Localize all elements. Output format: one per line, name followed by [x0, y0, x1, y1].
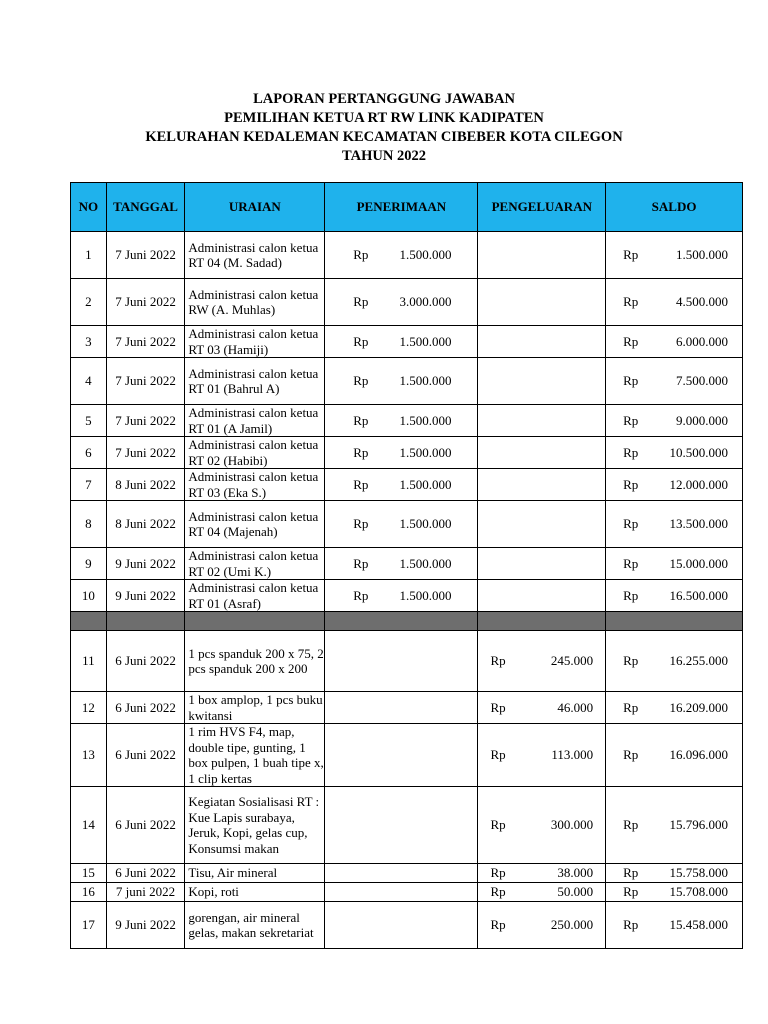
cell-pengeluaran-value: 250.000: [550, 917, 594, 933]
cell-saldo-amount: [606, 334, 742, 350]
header-tanggal: TANGGAL: [106, 183, 185, 232]
cell-pengeluaran-amount: [478, 884, 605, 900]
cell-saldo: [606, 501, 743, 548]
cell-no: 12: [71, 692, 107, 724]
report-table: [70, 182, 743, 949]
table-row: [71, 864, 743, 883]
cell-pengeluaran-amount: [478, 700, 605, 716]
cell-saldo-amount: [606, 445, 742, 461]
cell-saldo-amount: [606, 477, 742, 493]
cell-pengeluaran: [478, 902, 606, 949]
cell-saldo-amount: [606, 556, 742, 572]
currency-label: Rp: [623, 555, 639, 571]
cell-saldo: [606, 469, 743, 501]
cell-pengeluaran-value: 46.000: [557, 699, 594, 715]
cell-saldo-amount: [606, 413, 742, 429]
cell-no: 17: [71, 902, 107, 949]
table-row: [71, 501, 743, 548]
cell-uraian: 1 box amplop, 1 pcs buku kwitansi: [185, 692, 325, 724]
report-title-line-2: PEMILIHAN KETUA RT RW LINK KADIPATEN: [224, 110, 544, 126]
cell-saldo: [606, 326, 743, 358]
cell-penerimaan: [325, 326, 478, 358]
cell-penerimaan-value: 1.500.000: [399, 247, 452, 263]
cell-saldo-value: 15.708.000: [669, 884, 728, 900]
cell-pengeluaran-amount: [478, 747, 605, 763]
cell-saldo: [606, 631, 743, 692]
header-uraian: URAIAN: [185, 183, 325, 232]
cell-penerimaan: [325, 580, 478, 612]
report-title-line-1: LAPORAN PERTANGGUNG JAWABAN: [253, 91, 515, 107]
cell-tanggal: 6 Juni 2022: [106, 724, 185, 787]
cell-uraian: Administrasi calon ketua RT 01 (Bahrul A): [185, 358, 325, 405]
cell-saldo: [606, 883, 743, 902]
cell-no: 1: [71, 232, 107, 279]
cell-saldo-value: 9.000.000: [676, 412, 728, 428]
separator-cell: [185, 612, 325, 631]
cell-saldo: [606, 279, 743, 326]
cell-penerimaan: [325, 279, 478, 326]
currency-label: Rp: [623, 917, 639, 933]
cell-saldo-value: 16.096.000: [669, 747, 728, 763]
cell-uraian: Administrasi calon ketua RT 01 (Asraf): [185, 580, 325, 612]
currency-label: Rp: [623, 444, 639, 460]
cell-pengeluaran: [478, 326, 606, 358]
cell-saldo-amount: [606, 865, 742, 881]
cell-tanggal: 9 Juni 2022: [106, 902, 185, 949]
cell-uraian: Administrasi calon ketua RT 04 (M. Sadad): [185, 232, 325, 279]
currency-label: Rp: [623, 333, 639, 349]
cell-uraian: Administrasi calon ketua RT 02 (Umi K.): [185, 548, 325, 580]
cell-uraian: Administrasi calon ketua RT 03 (Hamiji): [185, 326, 325, 358]
currency-label: Rp: [490, 653, 506, 669]
cell-pengeluaran: [478, 692, 606, 724]
table-row: [71, 358, 743, 405]
cell-tanggal: 7 Juni 2022: [106, 437, 185, 469]
currency-label: Rp: [490, 884, 506, 900]
cell-pengeluaran-amount: [478, 653, 605, 669]
cell-pengeluaran: [478, 358, 606, 405]
cell-saldo-amount: [606, 247, 742, 263]
cell-saldo-value: 16.209.000: [669, 699, 728, 715]
cell-saldo-value: 13.500.000: [669, 516, 728, 532]
cell-tanggal: 7 Juni 2022: [106, 279, 185, 326]
cell-no: 11: [71, 631, 107, 692]
cell-no: 7: [71, 469, 107, 501]
currency-label: Rp: [490, 747, 506, 763]
cell-penerimaan: [325, 501, 478, 548]
cell-saldo-value: 15.758.000: [669, 865, 728, 881]
currency-label: Rp: [623, 699, 639, 715]
cell-saldo: [606, 580, 743, 612]
table-row: [71, 279, 743, 326]
cell-pengeluaran-amount: [478, 917, 605, 933]
cell-pengeluaran-value: 50.000: [557, 884, 594, 900]
currency-label: Rp: [490, 865, 506, 881]
cell-pengeluaran: [478, 787, 606, 864]
table-row: [71, 787, 743, 864]
cell-penerimaan-amount: [325, 294, 477, 310]
cell-saldo: [606, 724, 743, 787]
cell-no: 8: [71, 501, 107, 548]
table-row: [71, 883, 743, 902]
cell-uraian: Administrasi calon ketua RW (A. Muhlas): [185, 279, 325, 326]
table-header-row: [71, 183, 743, 232]
currency-label: Rp: [353, 247, 369, 263]
cell-penerimaan-amount: [325, 477, 477, 493]
table-row: [71, 326, 743, 358]
cell-pengeluaran: [478, 437, 606, 469]
currency-label: Rp: [623, 587, 639, 603]
header-pengeluaran: PENGELUARAN: [478, 183, 606, 232]
cell-tanggal: 8 Juni 2022: [106, 501, 185, 548]
cell-no: 2: [71, 279, 107, 326]
cell-pengeluaran: [478, 279, 606, 326]
currency-label: Rp: [490, 817, 506, 833]
currency-label: Rp: [490, 917, 506, 933]
cell-tanggal: 8 Juni 2022: [106, 469, 185, 501]
currency-label: Rp: [353, 373, 369, 389]
cell-penerimaan: [325, 787, 478, 864]
cell-penerimaan-value: 1.500.000: [399, 555, 452, 571]
cell-saldo-value: 1.500.000: [676, 247, 728, 263]
cell-penerimaan-value: 1.500.000: [399, 333, 452, 349]
cell-tanggal: 7 Juni 2022: [106, 358, 185, 405]
cell-no: 3: [71, 326, 107, 358]
cell-penerimaan: [325, 883, 478, 902]
currency-label: Rp: [623, 412, 639, 428]
cell-saldo-amount: [606, 373, 742, 389]
cell-uraian: gorengan, air mineral gelas, makan sekretariat: [185, 902, 325, 949]
cell-tanggal: 6 Juni 2022: [106, 631, 185, 692]
cell-saldo: [606, 548, 743, 580]
cell-saldo-amount: [606, 700, 742, 716]
cell-tanggal: 6 Juni 2022: [106, 864, 185, 883]
cell-saldo-value: 6.000.000: [676, 333, 728, 349]
cell-penerimaan: [325, 864, 478, 883]
cell-pengeluaran: [478, 405, 606, 437]
cell-saldo: [606, 902, 743, 949]
report-title-block: [0, 90, 768, 166]
cell-penerimaan-value: 1.500.000: [399, 444, 452, 460]
cell-uraian: Administrasi calon ketua RT 04 (Majenah): [185, 501, 325, 548]
cell-uraian: Tisu, Air mineral: [185, 864, 325, 883]
cell-pengeluaran: [478, 548, 606, 580]
cell-tanggal: 9 Juni 2022: [106, 548, 185, 580]
table-row: [71, 548, 743, 580]
cell-penerimaan: [325, 902, 478, 949]
table-row: [71, 580, 743, 612]
cell-pengeluaran-value: 113.000: [551, 747, 594, 763]
cell-uraian: Administrasi calon ketua RT 02 (Habibi): [185, 437, 325, 469]
cell-tanggal: 6 Juni 2022: [106, 787, 185, 864]
cell-saldo-amount: [606, 817, 742, 833]
cell-saldo: [606, 437, 743, 469]
cell-uraian: 1 rim HVS F4, map, double tipe, gunting, 1 box pulpen, 1 buah tipe x, 1 clip kertas: [185, 724, 325, 787]
separator-cell: [106, 612, 185, 631]
cell-saldo: [606, 232, 743, 279]
cell-penerimaan-amount: [325, 588, 477, 604]
currency-label: Rp: [623, 247, 639, 263]
table-row: [71, 902, 743, 949]
cell-saldo-value: 7.500.000: [676, 373, 728, 389]
currency-label: Rp: [623, 747, 639, 763]
cell-pengeluaran-amount: [478, 817, 605, 833]
currency-label: Rp: [623, 653, 639, 669]
currency-label: Rp: [353, 444, 369, 460]
cell-saldo-value: 4.500.000: [676, 294, 728, 310]
cell-penerimaan-value: 1.500.000: [399, 476, 452, 492]
table-row: [71, 232, 743, 279]
cell-uraian: Kegiatan Sosialisasi RT : Kue Lapis surabaya, Jeruk, Kopi, gelas cup, Konsumsi makan: [185, 787, 325, 864]
cell-saldo-value: 10.500.000: [669, 444, 728, 460]
cell-no: 5: [71, 405, 107, 437]
cell-pengeluaran-value: 38.000: [557, 865, 594, 881]
cell-no: 15: [71, 864, 107, 883]
section-separator-row: [71, 612, 743, 631]
cell-penerimaan-value: 1.500.000: [399, 587, 452, 603]
currency-label: Rp: [353, 476, 369, 492]
separator-cell: [478, 612, 606, 631]
header-saldo: SALDO: [606, 183, 743, 232]
cell-penerimaan-value: 1.500.000: [399, 516, 452, 532]
table-row: [71, 405, 743, 437]
cell-saldo: [606, 358, 743, 405]
header-no: NO: [71, 183, 107, 232]
cell-saldo: [606, 405, 743, 437]
currency-label: Rp: [623, 884, 639, 900]
cell-no: 4: [71, 358, 107, 405]
table-row: [71, 469, 743, 501]
cell-tanggal: 7 Juni 2022: [106, 405, 185, 437]
cell-pengeluaran: [478, 232, 606, 279]
currency-label: Rp: [623, 516, 639, 532]
separator-cell: [606, 612, 743, 631]
cell-uraian: 1 pcs spanduk 200 x 75, 2 pcs spanduk 200 x 200: [185, 631, 325, 692]
cell-no: 13: [71, 724, 107, 787]
cell-pengeluaran-value: 245.000: [550, 653, 594, 669]
cell-penerimaan: [325, 548, 478, 580]
cell-pengeluaran: [478, 864, 606, 883]
currency-label: Rp: [623, 476, 639, 492]
cell-no: 6: [71, 437, 107, 469]
cell-no: 16: [71, 883, 107, 902]
currency-label: Rp: [353, 333, 369, 349]
cell-no: 14: [71, 787, 107, 864]
cell-pengeluaran: [478, 469, 606, 501]
cell-uraian: Administrasi calon ketua RT 03 (Eka S.): [185, 469, 325, 501]
cell-saldo-amount: [606, 884, 742, 900]
cell-penerimaan: [325, 437, 478, 469]
cell-pengeluaran: [478, 580, 606, 612]
cell-saldo: [606, 692, 743, 724]
currency-label: Rp: [353, 555, 369, 571]
table-row: [71, 437, 743, 469]
cell-penerimaan: [325, 232, 478, 279]
cell-tanggal: 7 Juni 2022: [106, 326, 185, 358]
currency-label: Rp: [623, 373, 639, 389]
cell-tanggal: 9 Juni 2022: [106, 580, 185, 612]
currency-label: Rp: [623, 865, 639, 881]
currency-label: Rp: [623, 817, 639, 833]
cell-pengeluaran-amount: [478, 865, 605, 881]
table-row: [71, 631, 743, 692]
cell-penerimaan: [325, 469, 478, 501]
cell-no: 10: [71, 580, 107, 612]
cell-saldo: [606, 864, 743, 883]
header-penerimaan: PENERIMAAN: [325, 183, 478, 232]
cell-penerimaan: [325, 692, 478, 724]
cell-pengeluaran: [478, 501, 606, 548]
cell-pengeluaran-value: 300.000: [550, 817, 594, 833]
cell-penerimaan-amount: [325, 445, 477, 461]
cell-pengeluaran: [478, 724, 606, 787]
cell-penerimaan-value: 1.500.000: [399, 412, 452, 428]
cell-penerimaan-amount: [325, 413, 477, 429]
cell-saldo-value: 12.000.000: [669, 476, 728, 492]
cell-penerimaan: [325, 358, 478, 405]
cell-pengeluaran: [478, 883, 606, 902]
cell-pengeluaran: [478, 631, 606, 692]
cell-penerimaan: [325, 631, 478, 692]
separator-cell: [325, 612, 478, 631]
cell-tanggal: 7 juni 2022: [106, 883, 185, 902]
cell-penerimaan-amount: [325, 516, 477, 532]
cell-saldo-value: 15.000.000: [669, 555, 728, 571]
cell-saldo-amount: [606, 294, 742, 310]
cell-penerimaan-amount: [325, 247, 477, 263]
report-title-line-4: TAHUN 2022: [342, 148, 426, 164]
currency-label: Rp: [353, 587, 369, 603]
cell-no: 9: [71, 548, 107, 580]
cell-tanggal: 6 Juni 2022: [106, 692, 185, 724]
currency-label: Rp: [490, 699, 506, 715]
cell-saldo-value: 15.796.000: [669, 817, 728, 833]
cell-penerimaan-amount: [325, 373, 477, 389]
cell-saldo-amount: [606, 653, 742, 669]
cell-saldo-value: 16.500.000: [669, 587, 728, 603]
table-row: [71, 692, 743, 724]
cell-penerimaan-value: 1.500.000: [399, 373, 452, 389]
cell-saldo-amount: [606, 516, 742, 532]
cell-uraian: Kopi, roti: [185, 883, 325, 902]
cell-saldo: [606, 787, 743, 864]
cell-penerimaan: [325, 724, 478, 787]
table-row: [71, 724, 743, 787]
cell-uraian: Administrasi calon ketua RT 01 (A Jamil): [185, 405, 325, 437]
currency-label: Rp: [353, 294, 369, 310]
cell-saldo-value: 15.458.000: [669, 917, 728, 933]
currency-label: Rp: [353, 516, 369, 532]
cell-saldo-amount: [606, 747, 742, 763]
cell-penerimaan-amount: [325, 334, 477, 350]
report-title-line-3: KELURAHAN KEDALEMAN KECAMATAN CIBEBER KOTA CILEGON: [145, 129, 623, 145]
cell-saldo-amount: [606, 588, 742, 604]
cell-saldo-amount: [606, 917, 742, 933]
cell-penerimaan-amount: [325, 556, 477, 572]
cell-tanggal: 7 Juni 2022: [106, 232, 185, 279]
currency-label: Rp: [623, 294, 639, 310]
separator-cell: [71, 612, 107, 631]
table-body: [71, 232, 743, 949]
cell-penerimaan: [325, 405, 478, 437]
cell-penerimaan-value: 3.000.000: [399, 294, 452, 310]
cell-saldo-value: 16.255.000: [669, 653, 728, 669]
currency-label: Rp: [353, 412, 369, 428]
